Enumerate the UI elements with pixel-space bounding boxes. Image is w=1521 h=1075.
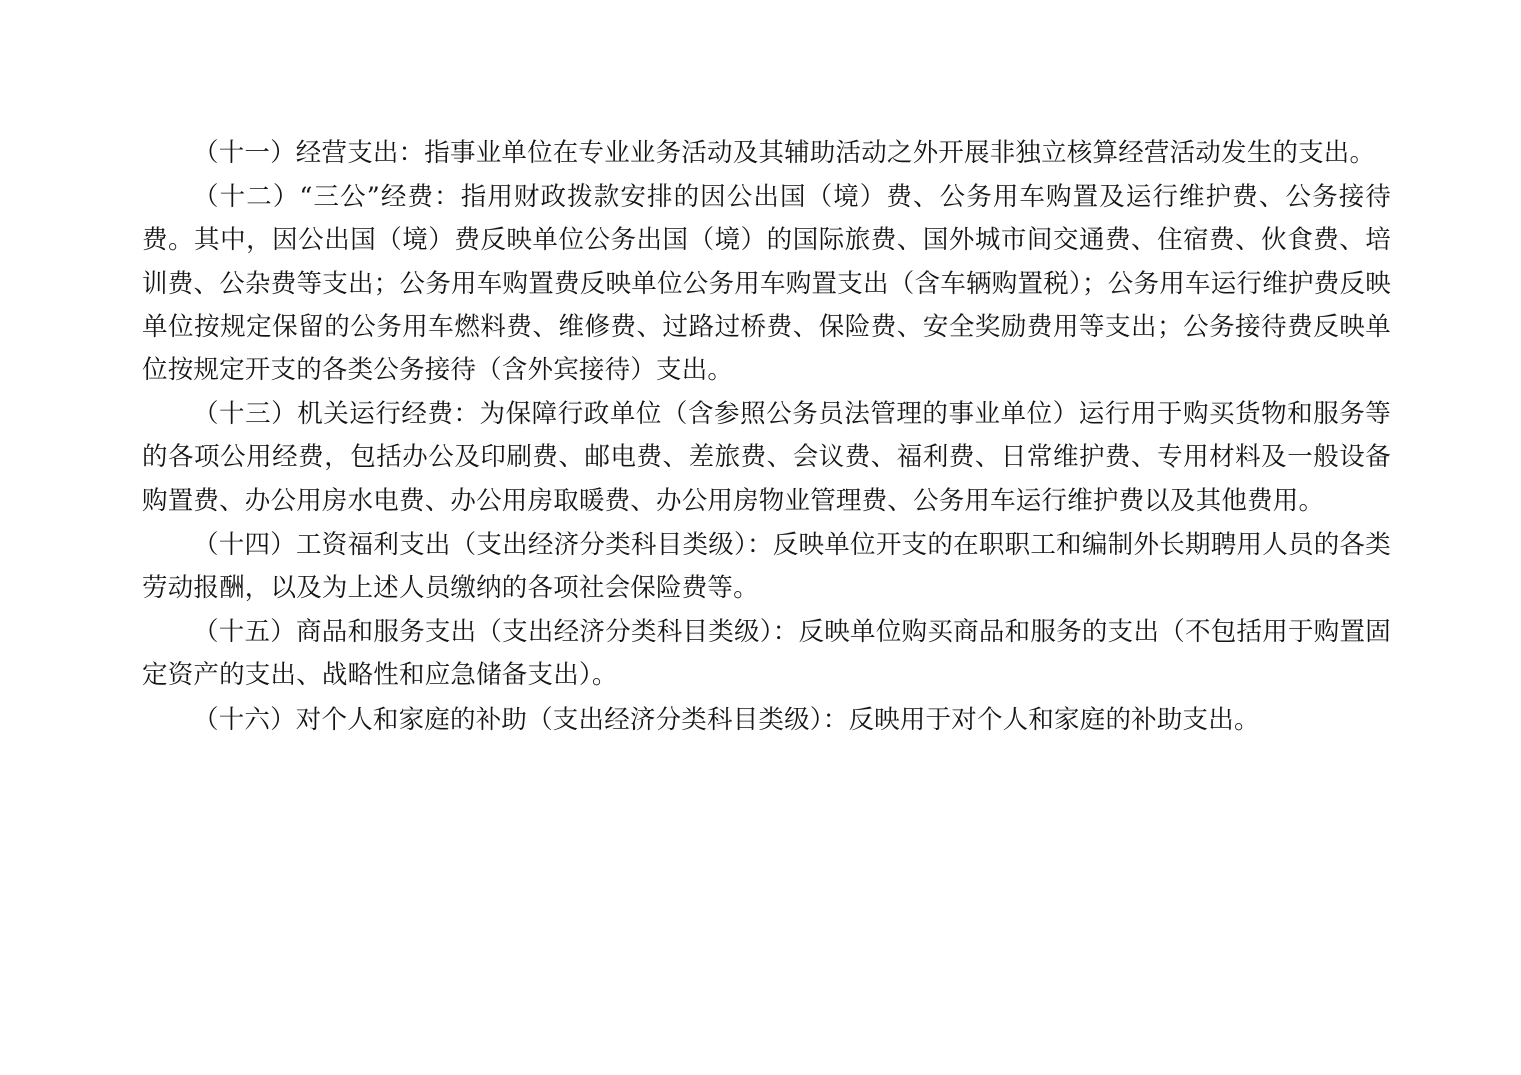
paragraph-item-14: （十四）工资福利支出（支出经济分类科目类级）：反映单位开支的在职职工和编制外长期聘用人员的各类劳动报酬，以及为上述人员缴纳的各项社会保险费等。 — [142, 529, 1391, 604]
paragraph-item-13: （十三）机关运行经费：为保障行政单位（含参照公务员法管理的事业单位）运行用于购买货物和服务等的各项公用经费，包括办公及印刷费、邮电费、差旅费、会议费、福利费、日常维护费、专用材料及一般设备购置费、办公用房水电费、办公用房取暖费、办公用房物业管理费、公务用车运行维护费以及其他费用。 — [142, 399, 1391, 516]
paragraph-item-12: （十二）“三公”经费：指用财政拨款安排的因公出国（境）费、公务用车购置及运行维护费、公务接待费。其中，因公出国（境）费反映单位公务出国（境）的国际旅费、国外城市间交通费、住宿费、伙食费、培训费、公杂费等支出；公务用车购置费反映单位公务用车购置支出（含车辆购置税）；公务用车运行维护费反映单位按规定保留的公务用车燃料费、维修费、过路过桥费、保险费、安全奖励费用等支出；公务接待费反映单位按规定开支的各类公务接待（含外宾接待）支出。 — [142, 182, 1391, 386]
document-body — [142, 132, 1391, 742]
paragraph-item-15: （十五）商品和服务支出（支出经济分类科目类级）：反映单位购买商品和服务的支出（不包括用于购置固定资产的支出、战略性和应急储备支出）。 — [142, 617, 1391, 691]
paragraph-item-11: （十一）经营支出：指事业单位在专业业务活动及其辅助活动之外开展非独立核算经营活动发生的支出。 — [193, 138, 1376, 168]
paragraph-item-16: （十六）对个人和家庭的补助（支出经济分类科目类级）：反映用于对个人和家庭的补助支出。 — [193, 704, 1260, 735]
